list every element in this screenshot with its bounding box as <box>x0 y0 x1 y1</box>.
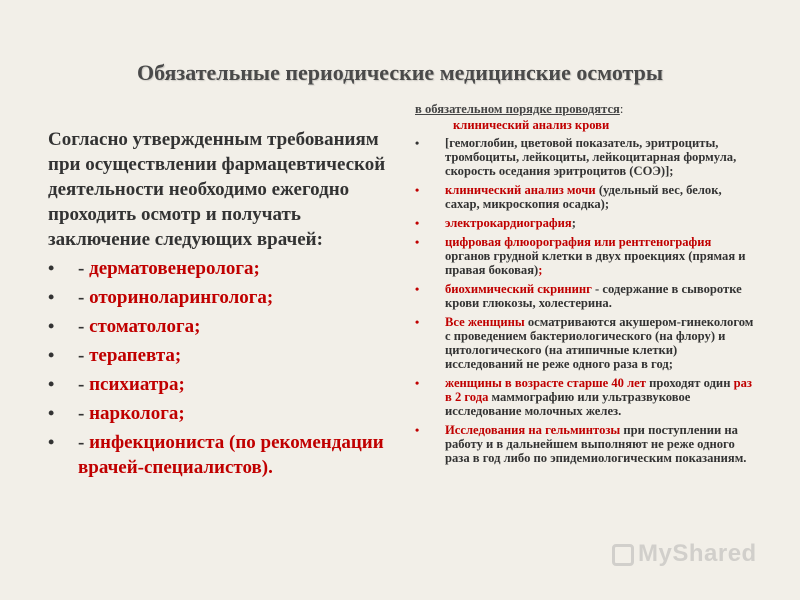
list-item: • [гемоглобин, цветовой показатель, эритроциты, тромбоциты, лейкоциты, лейкоцитарная формула, скорость оседания эритроцитов (СОЭ)]; <box>415 136 737 178</box>
list-item: • - инфекциониста (по рекомендации врачей-специалистов). <box>48 432 384 478</box>
intro-text: Согласно утвержденным требованиям при осуществлении фармацевтической деятельности необходимо ежегодно проходить осмотр и получать заключение следующих врачей: <box>48 129 386 250</box>
list-item: • - оториноларинголога; <box>48 287 274 308</box>
bullet-icon: • <box>415 216 420 230</box>
list-item: • - дерматовенеролога; <box>48 258 260 279</box>
list-item: • Исследования на гельминтозы при поступлении на работу и в дальнейшем выполняют не реже одного раза в год либо по эпидемиологическим показаниям. <box>415 423 747 465</box>
list-item: • биохимический скрининг - содержание в сыворотке крови глюкозы, холестерина. <box>415 282 742 310</box>
right-column <box>415 102 755 470</box>
bullet-icon: • <box>415 376 420 390</box>
bullet-icon: • <box>415 282 420 296</box>
bullet-icon: • <box>48 287 55 307</box>
bullet-icon: • <box>48 374 55 394</box>
doctor-list <box>48 256 393 480</box>
list-item: • женщины в возрасте старше 40 лет проходят один раз в 2 года маммографию или ультразвуковое исследование молочных желез. <box>415 376 752 418</box>
list-item: • электрокардиография; <box>415 216 576 230</box>
bullet-icon: • <box>48 432 55 452</box>
list-item: • - стоматолога; <box>48 316 201 337</box>
list-item: • цифровая флюорография или рентгенография органов грудной клетки в двух проекциях (прямая и правая боковая); <box>415 235 746 277</box>
blood-test-heading: клинический анализ крови <box>453 118 610 132</box>
list-item: • - терапевта; <box>48 345 182 366</box>
list-item: • клинический анализ мочи (удельный вес, белок, сахар, микроскопия осадка); <box>415 183 722 211</box>
list-item: • Все женщины осматриваются акушером-гинекологом с проведением бактериологического (на флору) и цитологического (на атипичные клетки) исследований не реже одного раза в год; <box>415 315 754 371</box>
bullet-icon: • <box>48 258 55 278</box>
bullet-icon: • <box>415 183 420 197</box>
bullet-icon: • <box>415 235 420 249</box>
slide-title: Обязательные периодические медицинские осмотры <box>136 60 664 85</box>
left-column <box>48 127 393 484</box>
lead-line: в обязательном порядке проводятся: <box>415 102 624 116</box>
list-item: • - психиатра; <box>48 374 185 395</box>
bullet-icon: • <box>48 345 55 365</box>
bullet-icon: • <box>415 315 420 329</box>
bullet-icon: • <box>48 403 55 423</box>
cart-icon <box>612 544 634 566</box>
bullet-icon: • <box>415 423 420 437</box>
watermark: MyShared <box>612 540 757 568</box>
bullet-icon: • <box>48 316 55 336</box>
bullet-icon: • <box>415 136 420 150</box>
exam-list <box>415 136 755 465</box>
list-item: • - нарколога; <box>48 403 185 424</box>
